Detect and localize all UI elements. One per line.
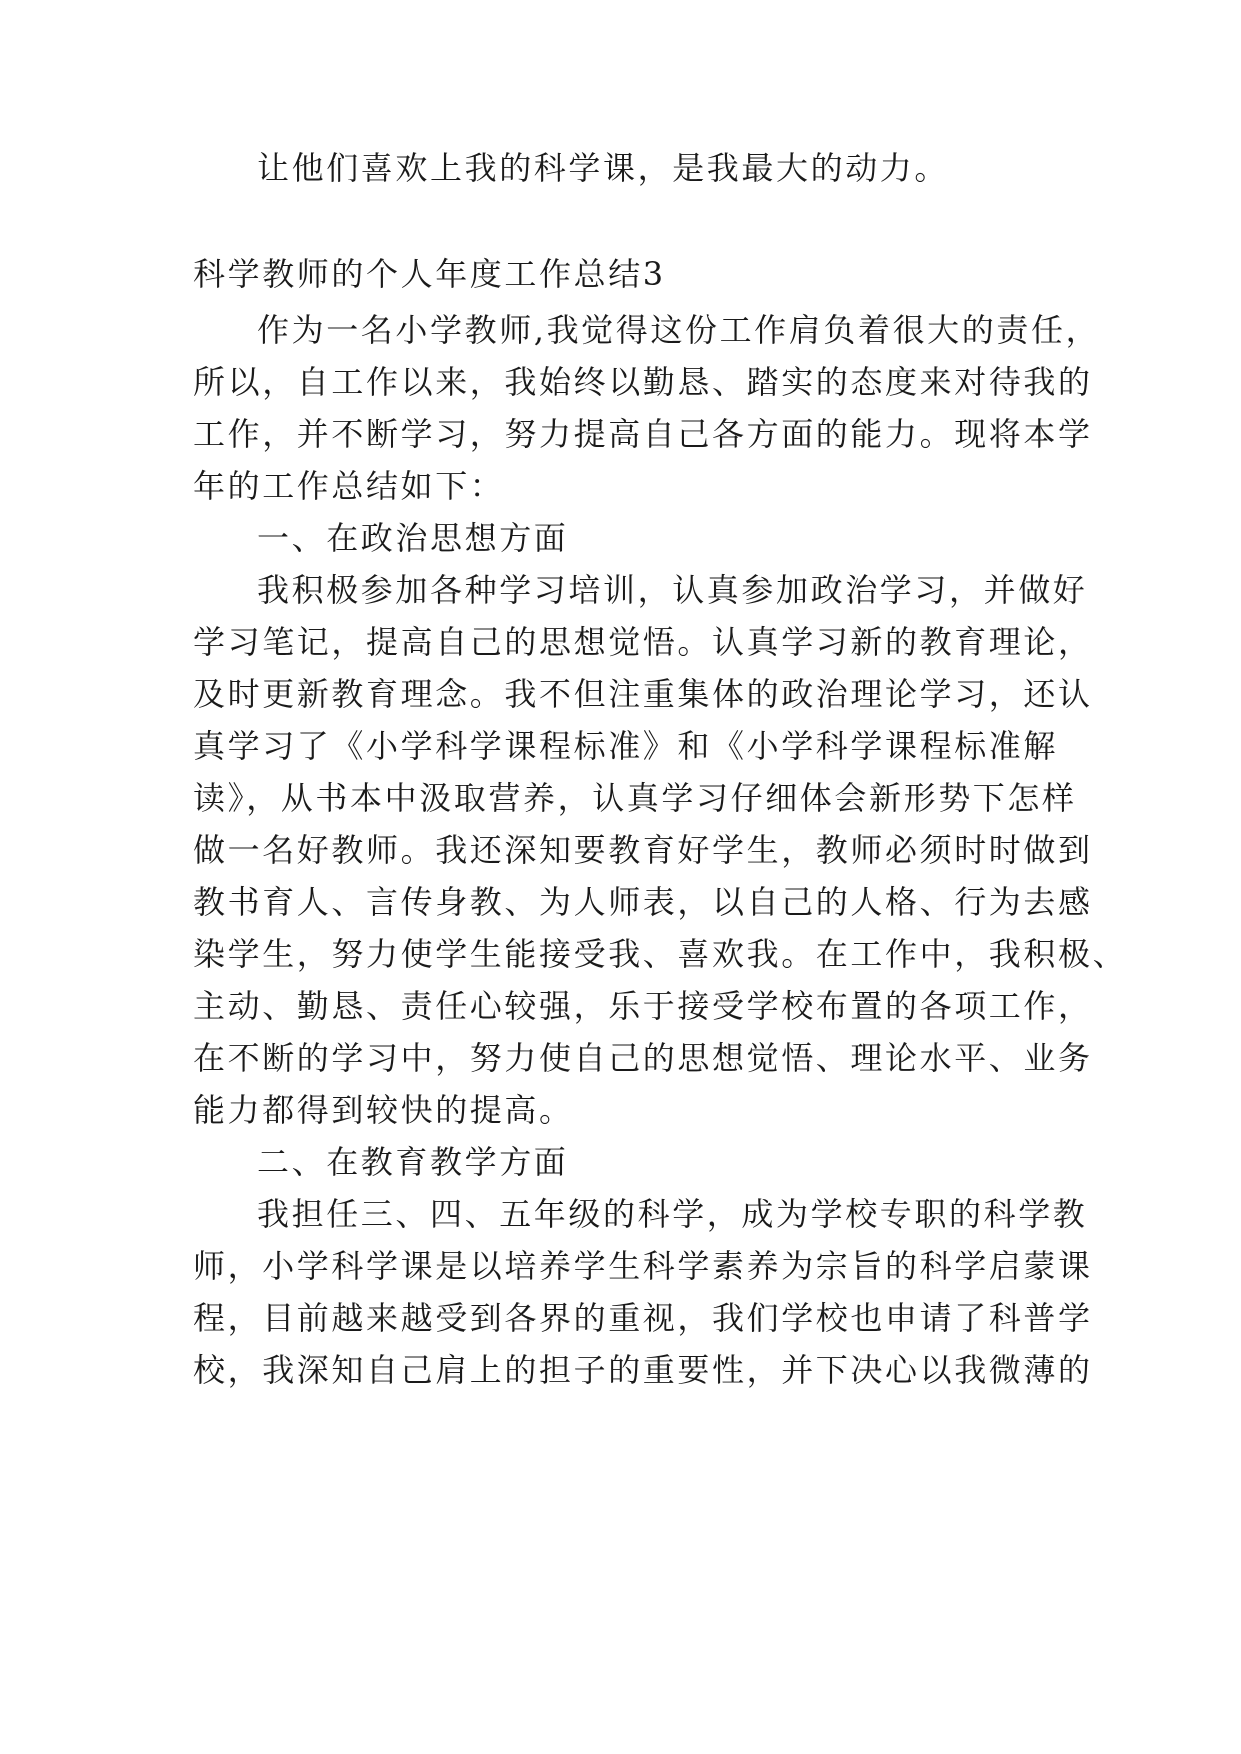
paragraph-line: 教书育人、言传身教、为人师表，以自己的人格、行为去感 (193, 883, 1093, 921)
paragraph-line: 工作，并不断学习，努力提高自己各方面的能力。现将本学 (193, 415, 1093, 453)
paragraph-line: 年的工作总结如下： (193, 467, 505, 505)
paragraph-line: 所以，自工作以来，我始终以勤恳、踏实的态度来对待我的 (193, 363, 1093, 401)
subsection-heading: 二、在教育教学方面 (257, 1143, 569, 1181)
paragraph-line: 学习笔记，提高自己的思想觉悟。认真学习新的教育理论， (193, 623, 1093, 661)
paragraph-line: 真学习了《小学科学课程标准》和《小学科学课程标准解 (193, 727, 1059, 765)
paragraph-line: 及时更新教育理念。我不但注重集体的政治理论学习，还认 (193, 675, 1093, 713)
paragraph-line: 作为一名小学教师,我觉得这份工作肩负着很大的责任， (257, 311, 1101, 349)
paragraph-line: 校，我深知自己肩上的担子的重要性，并下决心以我微薄的 (193, 1351, 1093, 1389)
section-title: 科学教师的个人年度工作总结3 (193, 255, 666, 293)
closing-line: 让他们喜欢上我的科学课，是我最大的动力。 (257, 149, 950, 187)
paragraph-line: 我积极参加各种学习培训，认真参加政治学习，并做好 (257, 571, 1088, 609)
paragraph-line: 主动、勤恳、责任心较强，乐于接受学校布置的各项工作， (193, 987, 1093, 1025)
paragraph-line: 能力都得到较快的提高。 (193, 1091, 574, 1129)
paragraph-line: 我担任三、四、五年级的科学，成为学校专职的科学教 (257, 1195, 1088, 1233)
paragraph-line: 染学生，努力使学生能接受我、喜欢我。在工作中，我积极、 (193, 935, 1128, 973)
subsection-heading: 一、在政治思想方面 (257, 519, 569, 557)
paragraph-line: 程，目前越来越受到各界的重视，我们学校也申请了科普学 (193, 1299, 1093, 1337)
paragraph-line: 师，小学科学课是以培养学生科学素养为宗旨的科学启蒙课 (193, 1247, 1093, 1285)
paragraph-line: 做一名好教师。我还深知要教育好学生，教师必须时时做到 (193, 831, 1093, 869)
paragraph-line: 在不断的学习中，努力使自己的思想觉悟、理论水平、业务 (193, 1039, 1093, 1077)
paragraph-line: 读》，从书本中汲取营养，认真学习仔细体会新形势下怎样 (193, 779, 1077, 817)
